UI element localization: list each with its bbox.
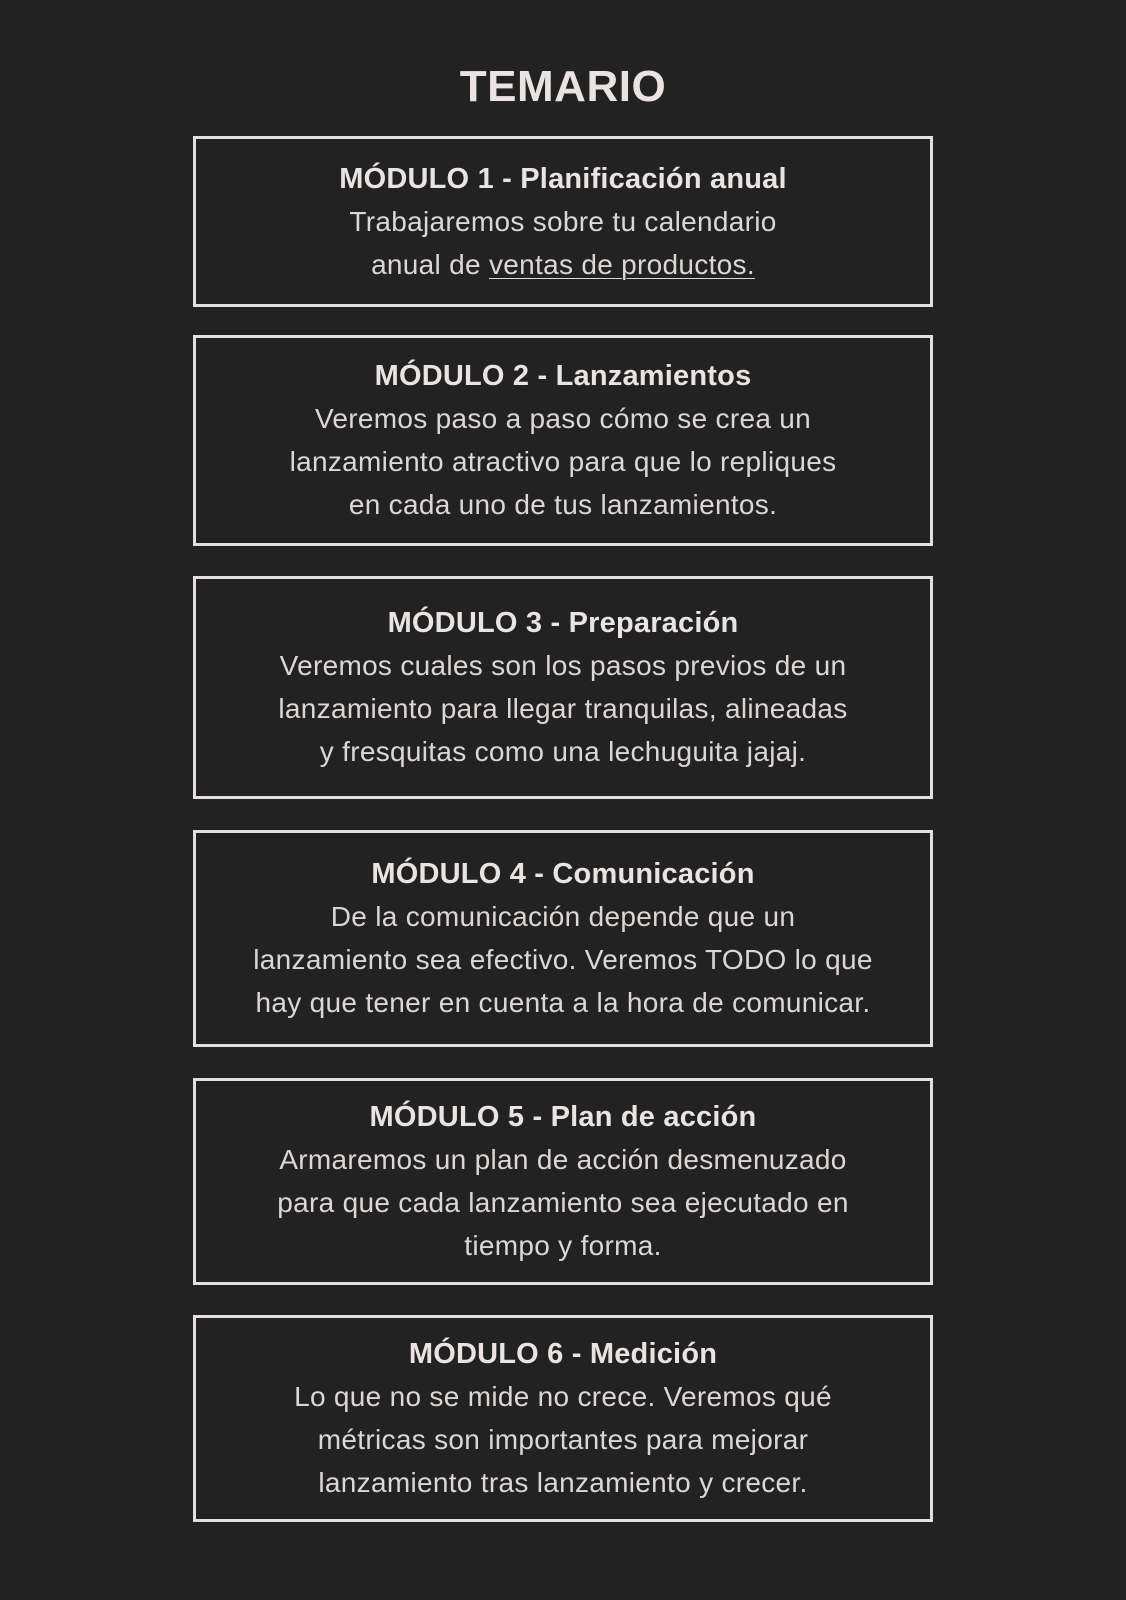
module-3-desc-line: y fresquitas como una lechuguita jajaj. (319, 736, 807, 767)
module-4-box (193, 830, 933, 1047)
module-2-desc-line: lanzamiento atractivo para que lo repliques (289, 446, 837, 477)
module-3-desc-line: Veremos cuales son los pasos previos de un (279, 650, 847, 681)
module-4-title: MÓDULO 4 - Comunicación (371, 858, 755, 890)
module-1-desc-prefix: anual de (371, 248, 489, 280)
module-1-underlined-text: ventas de productos. (488, 248, 755, 280)
module-1-title: MÓDULO 1 - Planificación anual (339, 162, 787, 195)
module-5-desc-line: para que cada lanzamiento sea ejecutado en (277, 1187, 849, 1218)
module-6-box (193, 1315, 933, 1522)
module-3-title: MÓDULO 3 - Preparación (387, 607, 739, 639)
module-1-desc-line: Trabajaremos sobre tu calendario (349, 205, 777, 237)
module-3-desc-line: lanzamiento para llegar tranquilas, alineadas (278, 693, 848, 724)
module-6-desc-line: lanzamiento tras lanzamiento y crecer. (318, 1467, 808, 1498)
module-3-box (193, 576, 933, 799)
module-1-desc-line (202, 243, 924, 286)
module-2-box (193, 335, 933, 546)
module-4-desc-line: lanzamiento sea efectivo. Veremos TODO lo que (253, 944, 873, 975)
module-4-desc-line: hay que tener en cuenta a la hora de comunicar. (255, 987, 871, 1018)
module-4-desc-line: De la comunicación depende que un (330, 901, 796, 932)
module-6-desc-line: Lo que no se mide no crece. Veremos qué (294, 1381, 832, 1412)
module-5-title: MÓDULO 5 - Plan de acción (369, 1101, 757, 1133)
module-5-desc-line: tiempo y forma. (464, 1230, 662, 1261)
module-5-desc-line: Armaremos un plan de acción desmenuzado (279, 1144, 847, 1175)
module-5-box (193, 1078, 933, 1285)
page-title: TEMARIO (459, 62, 667, 111)
module-6-title: MÓDULO 6 - Medición (408, 1338, 718, 1370)
module-2-desc-line: en cada uno de tus lanzamientos. (348, 489, 778, 520)
module-1-box (193, 136, 933, 307)
module-6-desc-line: métricas son importantes para mejorar (317, 1424, 809, 1455)
module-2-desc-line: Veremos paso a paso cómo se crea un (314, 403, 812, 434)
module-2-title: MÓDULO 2 - Lanzamientos (374, 360, 752, 392)
